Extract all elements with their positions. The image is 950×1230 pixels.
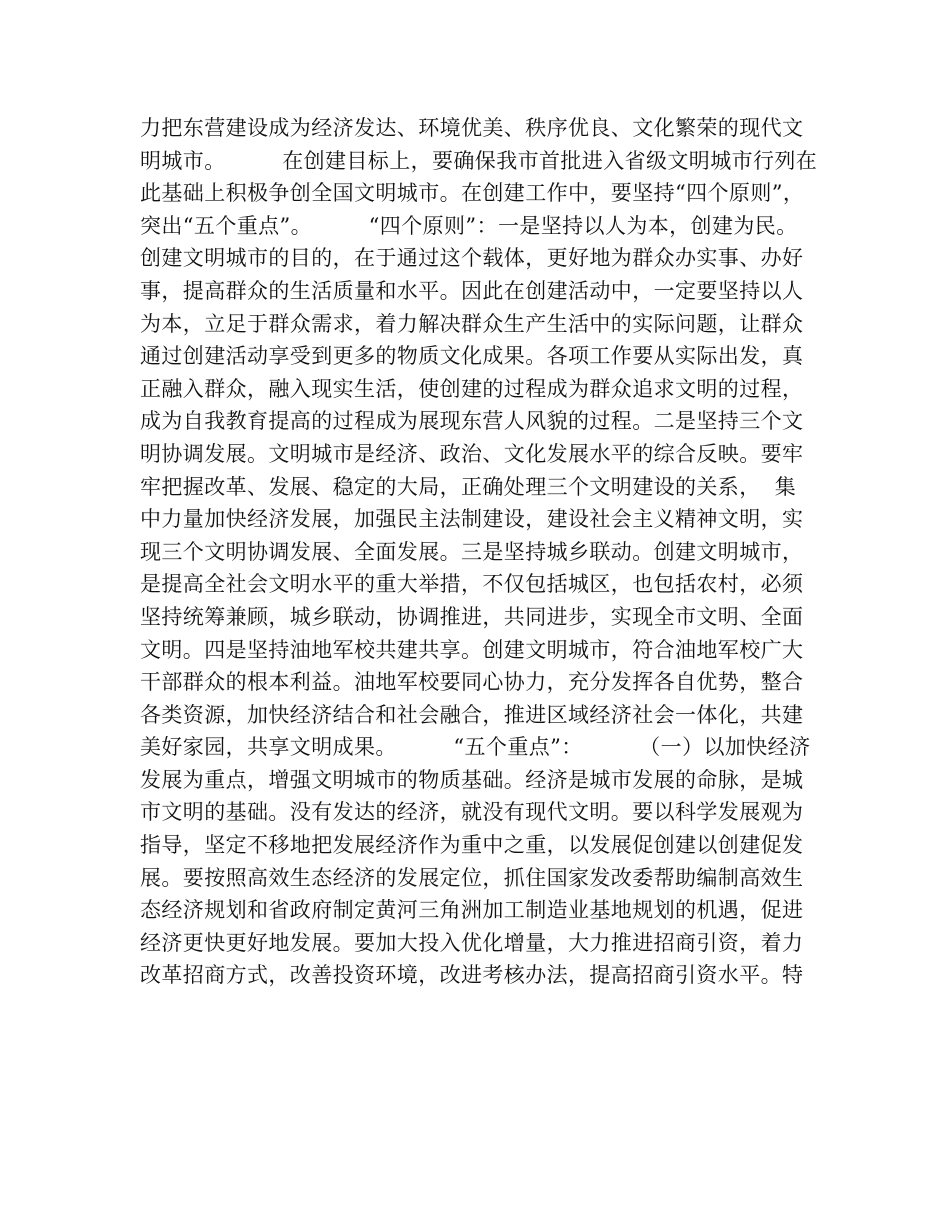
text-line: 态经济规划和省政府制定黄河三角洲加工制造业基地规划的机遇，促进 (140, 898, 804, 923)
text-line: 中力量加快经济发展，加强民主法制建设，建设社会主义精神文明，实 (140, 507, 804, 532)
text-line: 各类资源，加快经济结合和社会融合，推进区域经济社会一体化，共建 (140, 702, 804, 727)
text-line: 展。要按照高效生态经济的发展定位，抓住国家发改委帮助编制高效生 (140, 865, 804, 890)
text-line: 为本，立足于群众需求，着力解决群众生产生活中的实际问题，让群众 (140, 311, 804, 336)
text-line: 成为自我教育提高的过程成为展现东营人风貌的过程。二是坚持三个文 (140, 409, 804, 434)
text-line: 力把东营建设成为经济发达、环境优美、秩序优良、文化繁荣的现代文 (140, 116, 804, 140)
text-line: 牢把握改革、发展、稳定的大局，正确处理三个文明建设的关系， 集 (140, 474, 797, 499)
text-line: 干部群众的根本利益。油地军校要同心协力，充分发挥各自优势，整合 (140, 670, 804, 695)
text-line: 现三个文明协调发展、全面发展。三是坚持城乡联动。创建文明城市， (140, 539, 804, 564)
text-line: 正融入群众，融入现实生活，使创建的过程成为群众追求文明的过程， (140, 376, 804, 401)
text-line: 美好家园，共享文明成果。 “五个重点”： （一）以加快经济 (140, 735, 811, 760)
text-line: 此基础上积极争创全国文明城市。在创建工作中，要坚持“四个原则”， (140, 181, 805, 206)
body-text (140, 112, 830, 992)
text-line: 是提高全社会文明水平的重大举措，不仅包括城区，也包括农村，必须 (140, 572, 804, 597)
text-line: 创建文明城市的目的，在于通过这个载体，更好地为群众办实事、办好 (140, 246, 804, 271)
text-line: 明协调发展。文明城市是经济、政治、文化发展水平的综合反映。要牢 (140, 441, 804, 466)
text-line: 经济更快更好地发展。要加大投入优化增量，大力推进招商引资，着力 (140, 930, 804, 955)
text-line: 发展为重点，增强文明城市的物质基础。经济是城市发展的命脉，是城 (140, 767, 804, 792)
text-line: 改革招商方式，改善投资环境，改进考核办法，提高招商引资水平。特 (140, 963, 804, 988)
text-line: 突出“五个重点”。 “四个原则”：一是坚持以人为本，创建为民。 (140, 213, 798, 238)
text-line: 明城市。 在创建目标上，要确保我市首批进入省级文明城市行列在 (140, 148, 818, 173)
text-line: 文明。四是坚持油地军校共建共享。创建文明城市，符合油地军校广大 (140, 637, 804, 662)
text-line: 事，提高群众的生活质量和水平。因此在创建活动中，一定要坚持以人 (140, 278, 804, 303)
text-line: 通过创建活动享受到更多的物质文化成果。各项工作要从实际出发，真 (140, 344, 804, 369)
text-line: 指导，坚定不移地把发展经济作为重中之重，以发展促创建以创建促发 (140, 833, 804, 858)
text-line: 坚持统筹兼顾，城乡联动，协调推进，共同进步，实现全市文明、全面 (140, 604, 804, 629)
text-line: 市文明的基础。没有发达的经济，就没有现代文明。要以科学发展观为 (140, 800, 804, 825)
